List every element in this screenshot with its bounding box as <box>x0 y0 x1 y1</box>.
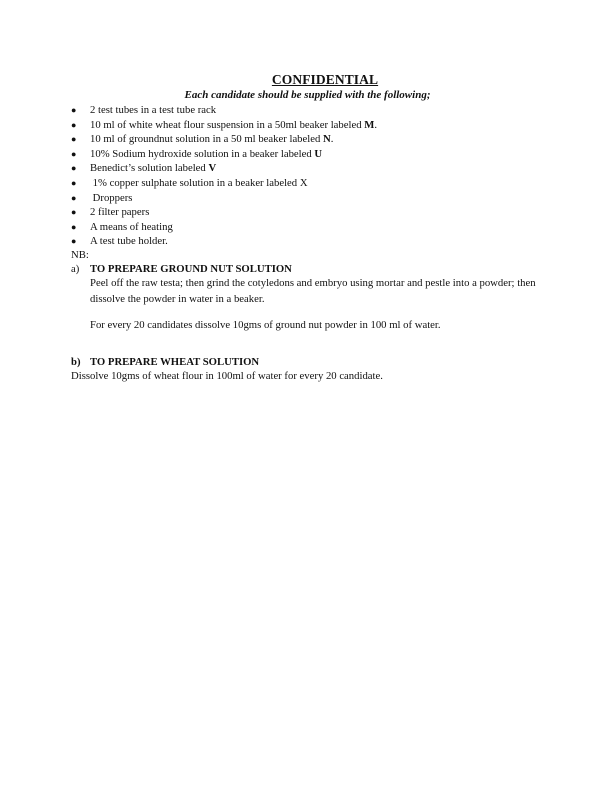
list-item: ● 10 ml of white wheat flour suspension in a 50ml beaker labeled M. <box>71 118 378 131</box>
section-a-title: TO PREPARE GROUND NUT SOLUTION <box>90 263 292 275</box>
document-subtitle: Each candidate should be supplied with the following; <box>184 89 431 101</box>
list-item: ● A means of heating <box>71 220 173 233</box>
supplies-list <box>71 103 377 249</box>
nb-label: NB: <box>71 249 89 261</box>
section-b-heading <box>71 355 259 369</box>
section-b-body: Dissolve 10gms of wheat flour in 100ml of water for every 20 candidate. <box>71 370 383 382</box>
list-item: ● 2 filter papers <box>71 206 150 219</box>
list-item: ● 1% copper sulphate solution in a beaker labeled X <box>71 176 308 189</box>
list-item: ● 2 test tubes in a test tube rack <box>71 104 217 116</box>
section-a-body: Peel off the raw testa; then grind the cotyledons and embryo using mortar and pestle into a powder; then dissolve the powder in water in a beaker. <box>90 277 536 305</box>
bullet-icon: ● <box>71 192 77 203</box>
bullet-icon: ● <box>71 148 77 159</box>
list-item: ● 10% Sodium hydroxide solution in a beaker labeled U <box>71 147 323 160</box>
bullet-icon: ● <box>71 105 77 115</box>
bullet-icon: ● <box>71 236 77 247</box>
bullet-icon: ● <box>71 119 77 130</box>
list-item: ● Droppers <box>71 191 133 204</box>
bullet-icon: ● <box>71 221 77 232</box>
list-item: ● Benedict’s solution labeled V <box>71 162 217 175</box>
section-b-title: TO PREPARE WHEAT SOLUTION <box>90 356 260 368</box>
section-a-label: a) <box>71 263 80 275</box>
bullet-icon: ● <box>71 207 77 218</box>
section-a-note: For every 20 candidates dissolve 10gms of ground nut powder in 100 ml of water. <box>90 319 441 331</box>
bullet-icon: ● <box>71 134 77 145</box>
document-title: CONFIDENTIAL <box>271 72 379 87</box>
bullet-icon: ● <box>71 163 77 174</box>
section-b-label: b) <box>71 356 81 368</box>
section-a-heading <box>71 262 292 276</box>
bullet-icon: ● <box>71 177 77 188</box>
list-item: ● A test tube holder. <box>71 235 168 248</box>
list-item: ● 10 ml of groundnut solution in a 50 ml beaker labeled N. <box>71 133 334 146</box>
